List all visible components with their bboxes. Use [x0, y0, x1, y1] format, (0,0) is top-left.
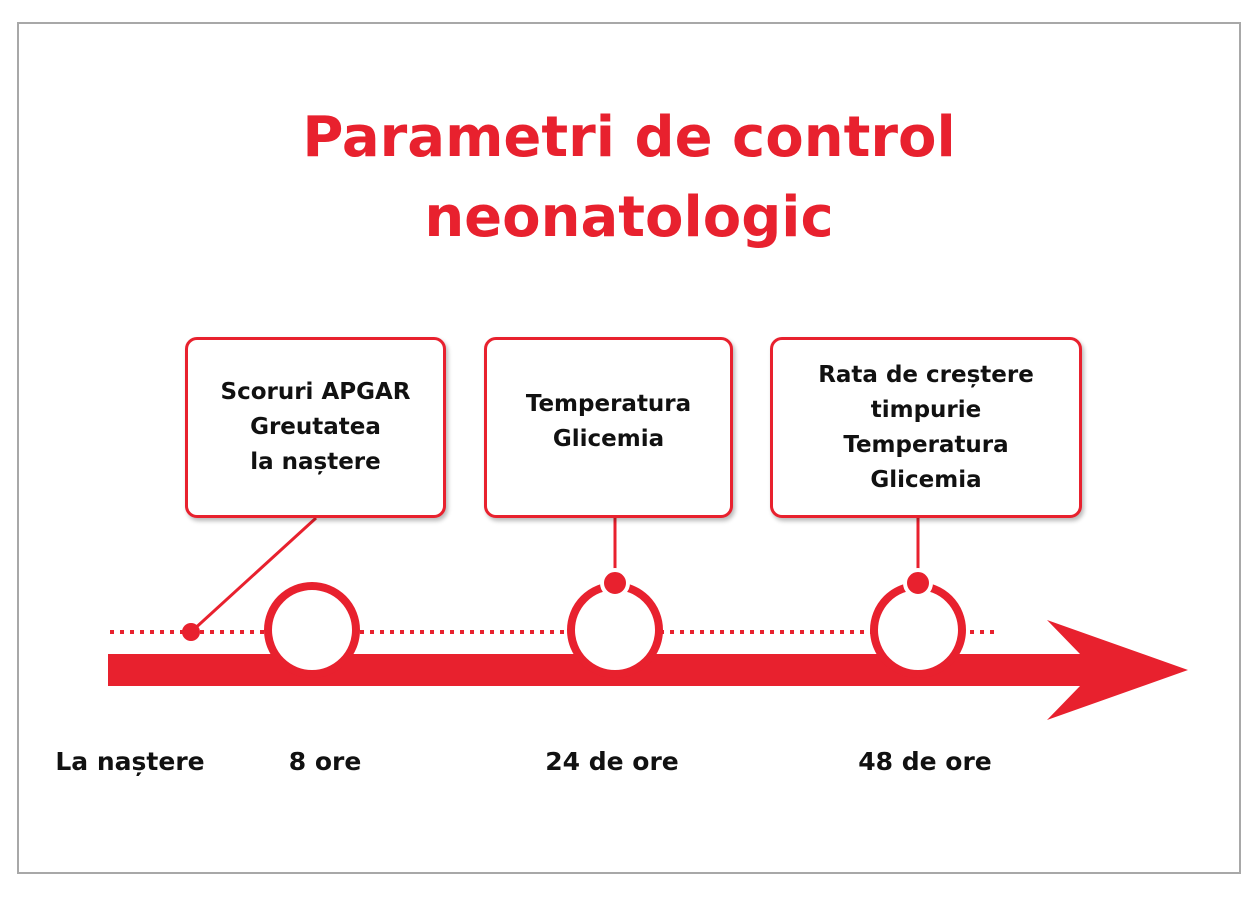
- node-48-dot: [905, 570, 931, 596]
- node-24-dot: [602, 570, 628, 596]
- box-line: Glicemia: [870, 466, 982, 493]
- node-24-ore: [571, 586, 659, 674]
- info-box-24-ore: [484, 337, 733, 518]
- timeline-label-8-ore: 8 ore: [288, 747, 362, 776]
- node-48-ore: [874, 586, 962, 674]
- timeline-label-48-ore: 48 de ore: [858, 747, 992, 776]
- info-box-48-ore: [770, 337, 1082, 518]
- title-line-2: neonatologic: [424, 185, 834, 250]
- birth-dot: [182, 623, 200, 641]
- box-line: Glicemia: [552, 425, 665, 452]
- box-line: timpurie: [870, 396, 982, 423]
- title-line-1: Parametri de control: [302, 105, 956, 170]
- box-line: Temperatura: [525, 390, 692, 417]
- box-line: la naștere: [250, 449, 381, 475]
- info-box-birth: [185, 337, 446, 518]
- timeline-label-birth: La naștere: [55, 747, 205, 776]
- box-line: Scoruri APGAR: [220, 379, 411, 405]
- node-8-ore: [268, 586, 356, 674]
- box-line: Temperatura: [843, 431, 1009, 458]
- box-line: Greutatea: [250, 414, 381, 440]
- timeline-label-24-ore: 24 de ore: [545, 747, 679, 776]
- box-line: Rata de creștere: [818, 361, 1034, 388]
